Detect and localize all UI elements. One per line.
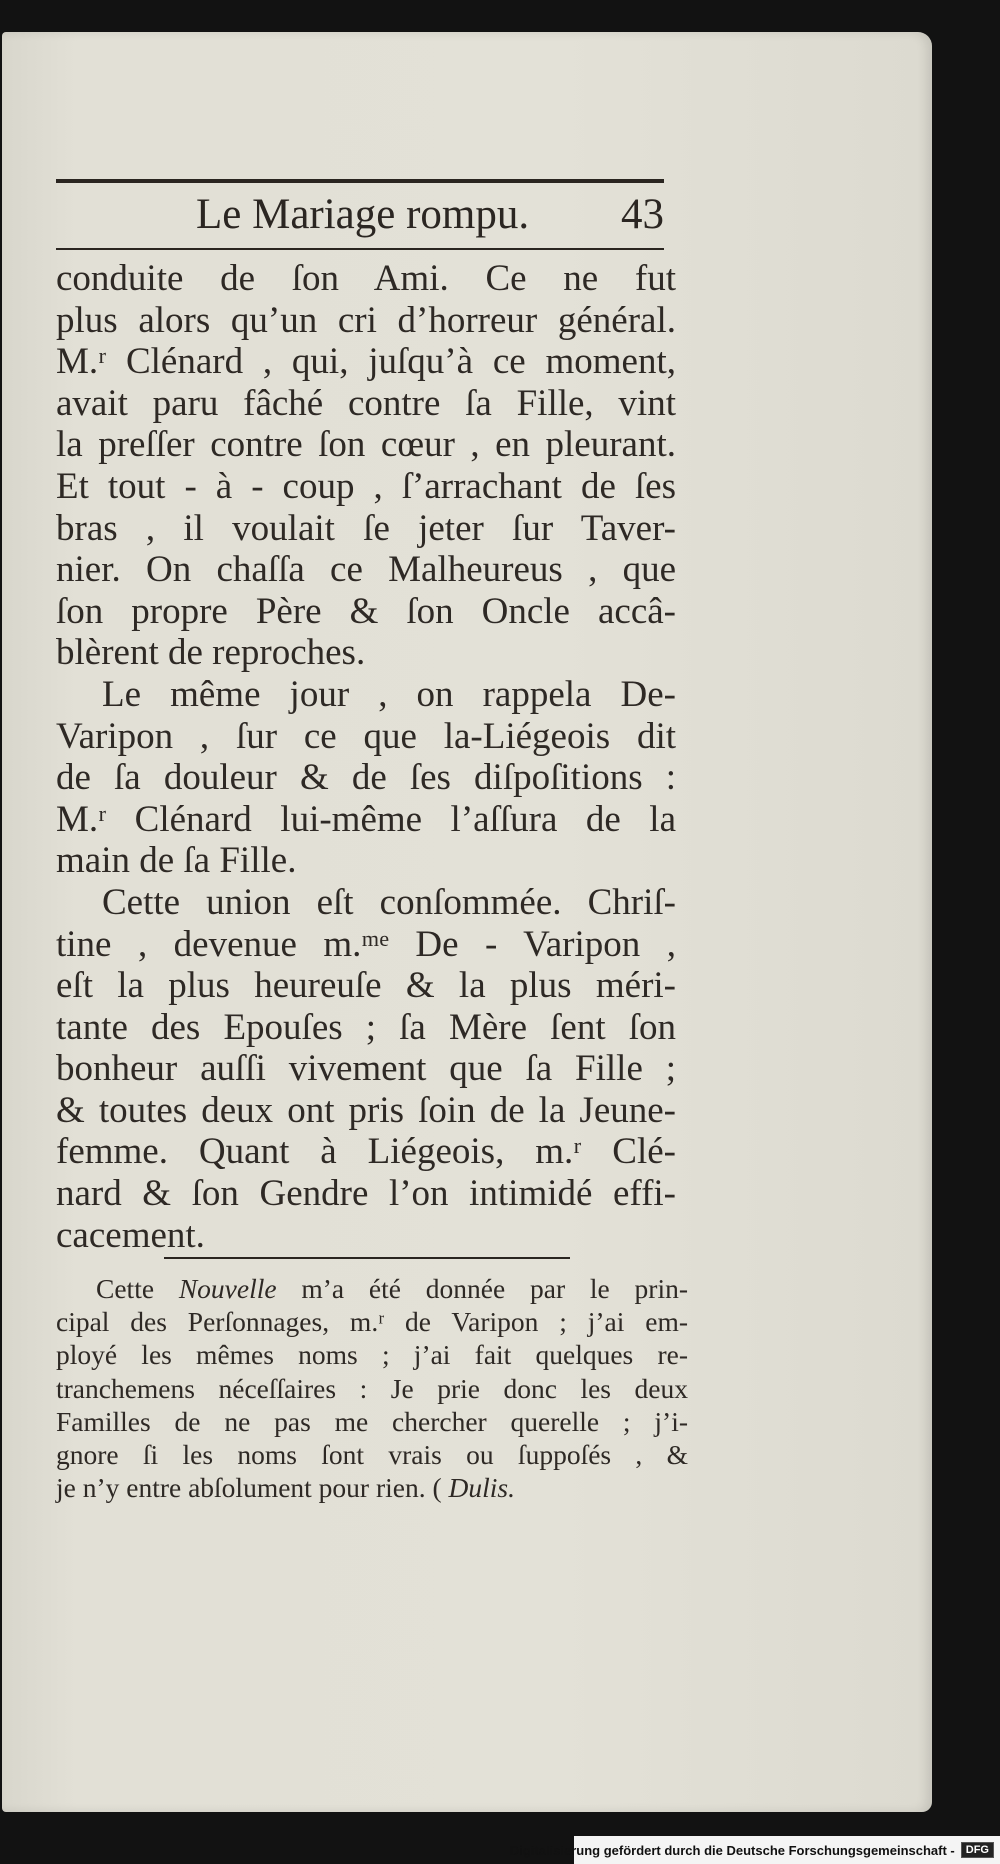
footnote-line [56, 1272, 688, 1305]
text-line: tine , devenue m.ᵐᵉ De - Varipon , [56, 923, 676, 965]
body-text [56, 258, 676, 1256]
footnote-italic: Nouvelle [178, 1273, 277, 1304]
text-line: blèrent de reproches. [56, 632, 366, 674]
text-line: tante des Epouſes ; ſa Mère ſent ſon [56, 1006, 676, 1048]
header-rule [56, 248, 664, 250]
text-line: plus alors qu’un cri d’horreur général. [56, 299, 676, 341]
text-line: la preſſer contre ſon cœur , en pleurant. [56, 424, 676, 466]
digitization-footer [509, 1836, 1000, 1864]
text-line: avait paru fâché contre ſa Fille, vint [56, 382, 676, 424]
footnote-line: gnore ſi les noms ſont vrais ou ſuppoſés , & [56, 1438, 688, 1470]
text-line: nard & ſon Gendre l’on intimidé effi- [56, 1173, 676, 1215]
text-line: bonheur auſſi vivement que ſa Fille ; [56, 1048, 676, 1090]
page-number: 43 [621, 191, 664, 238]
footnote-line: Familles de ne pas me chercher querelle ; j’i- [56, 1405, 688, 1437]
footnote-text: je n’y entre abſolument pour rien. ( [56, 1472, 449, 1504]
text-line: nier. On chaſſa ce Malheureus , que [56, 549, 676, 591]
footnote-text: m’a été donnée par le prin- [276, 1273, 688, 1304]
footnote-line: ployé les mêmes noms ; j’ai fait quelques re- [56, 1339, 688, 1371]
text-line: conduite de ſon Ami. Ce ne fut [56, 258, 676, 299]
text-line: & toutes deux ont pris ſoin de la Jeune- [56, 1089, 676, 1131]
footnote-text: Cette [96, 1273, 179, 1304]
text-line: eſt la plus heureuſe & la plus méri- [56, 965, 676, 1007]
funding-credit: Digitalisierung gefördert durch die Deutsche Forschungsgemeinschaft - [509, 1842, 955, 1858]
footnote-line: cipal des Perſonnages, m.ʳ de Varipon ; j’ai em- [56, 1306, 688, 1338]
text-line: main de ſa Fille. [56, 840, 297, 882]
dfg-logo-icon: DFG [961, 1842, 994, 1858]
footnote [56, 1272, 688, 1504]
text-line: Varipon , ſur ce que la-Liégeois dit [56, 715, 676, 757]
text-line: Cette union eſt conſommée. Chriſ- [102, 881, 676, 923]
text-line: Et tout - à - coup , ſ’arrachant de ſes [56, 465, 676, 507]
text-line: bras , il voulait ſe jeter ſur Taver- [56, 507, 676, 549]
footnote-italic: Dulis. [448, 1472, 515, 1504]
running-title: Le Mariage rompu. [196, 191, 530, 238]
text-line: ſon propre Père & ſon Oncle accâ- [56, 590, 676, 632]
text-line: de ſa douleur & de ſes diſpoſitions : [56, 757, 676, 799]
running-header [56, 190, 664, 242]
text-line: Le même jour , on rappela De- [102, 673, 676, 715]
text-line: M.ʳ Clénard , qui, juſqu’à ce moment, [56, 341, 676, 383]
text-line: femme. Quant à Liégeois, m.ʳ Clé- [56, 1131, 676, 1173]
footnote-line: tranchemens néceſſaires : Je prie donc les deux [56, 1372, 688, 1404]
footnote-rule [164, 1257, 570, 1259]
text-line: M.ʳ Clénard lui-même l’aſſura de la [56, 798, 676, 840]
footnote-line [56, 1471, 688, 1504]
top-rule [56, 179, 664, 183]
text-line: cacement. [56, 1214, 205, 1256]
